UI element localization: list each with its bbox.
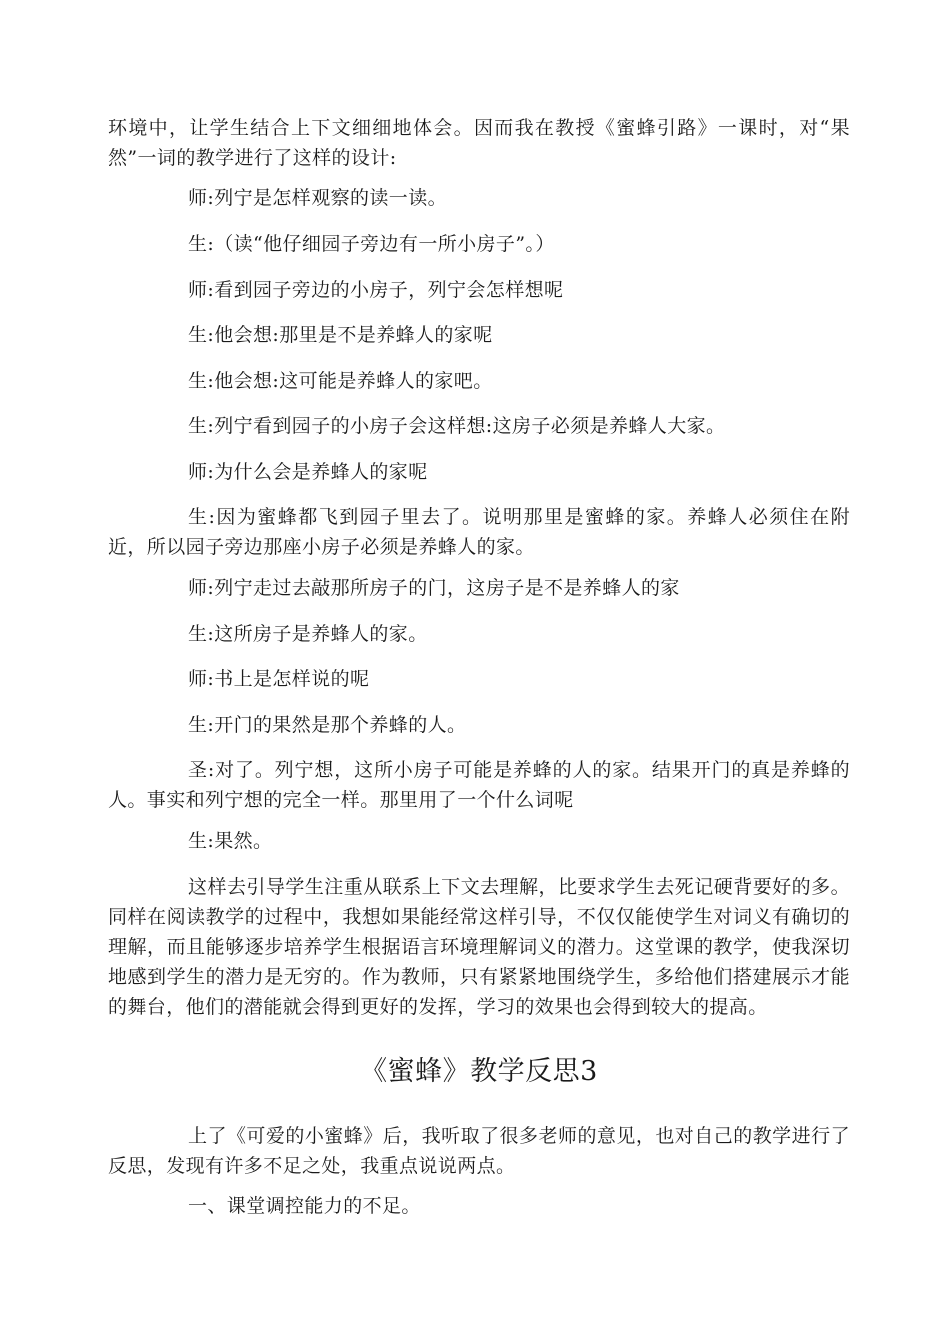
- intro-paragraph: 环境中，让学生结合上下文细细地体会。因而我在教授《蜜蜂引路》一课时，对“果然”一词的教学进行了这样的设计:: [108, 117, 850, 169]
- dialogue-line: 师:书上是怎样说的呢: [188, 668, 370, 690]
- section-paragraph: 一、课堂调控能力的不足。: [188, 1195, 421, 1217]
- section-paragraph: 上了《可爱的小蜜蜂》后，我听取了很多老师的意见，也对自己的教学进行了反思，发现有许多不足之处，我重点说说两点。: [108, 1125, 850, 1177]
- dialogue-line: 生:他会想:那里是不是养蜂人的家呢: [188, 324, 493, 346]
- dialogue-line: 师:看到园子旁边的小房子，列宁会怎样想呢: [188, 279, 564, 301]
- dialogue-line: 生:（读“他仔细园子旁边有一所小房子”。）: [188, 233, 555, 255]
- dialogue-line: 生:开门的果然是那个养蜂的人。: [188, 714, 467, 736]
- dialogue-line: 生:果然。: [188, 830, 273, 852]
- section-title: 《蜜蜂》教学反思3: [360, 1056, 598, 1087]
- dialogue-line: 圣:对了。列宁想，这所小房子可能是养蜂的人的家。结果开门的真是养蜂的人。事实和列宁想的完全一样。那里用了一个什么词呢: [108, 759, 850, 811]
- conclusion-paragraph: 这样去引导学生注重从联系上下文去理解，比要求学生去死记硬背要好的多。同样在阅读教学的过程中，我想如果能经常这样引导，不仅仅能使学生对词义有确切的理解，而且能够逐步培养学生根据语言环境理解词义的潜力。这堂课的教学，使我深切地感到学生的潜力是无穷的。作为教师，只有紧紧地围绕学生，多给他们搭建展示才能的舞台，他们的潜能就会得到更好的发挥，学习的效果也会得到较大的提高。: [108, 876, 850, 1018]
- dialogue-line: 师:列宁是怎样观察的读一读。: [188, 187, 448, 209]
- dialogue-line: 师:为什么会是养蜂人的家呢: [188, 461, 428, 483]
- dialogue-line: 生:这所房子是养蜂人的家。: [188, 623, 428, 645]
- dialogue-line: 生:因为蜜蜂都飞到园子里去了。说明那里是蜜蜂的家。养蜂人必须住在附近，所以园子旁边那座小房子必须是养蜂人的家。: [108, 506, 850, 558]
- dialogue-line: 生:列宁看到园子的小房子会这样想:这房子必须是养蜂人大家。: [188, 415, 726, 437]
- dialogue-line: 师:列宁走过去敲那所房子的门，这房子是不是养蜂人的家: [188, 577, 680, 599]
- dialogue-line: 生:他会想:这可能是养蜂人的家吧。: [188, 370, 493, 392]
